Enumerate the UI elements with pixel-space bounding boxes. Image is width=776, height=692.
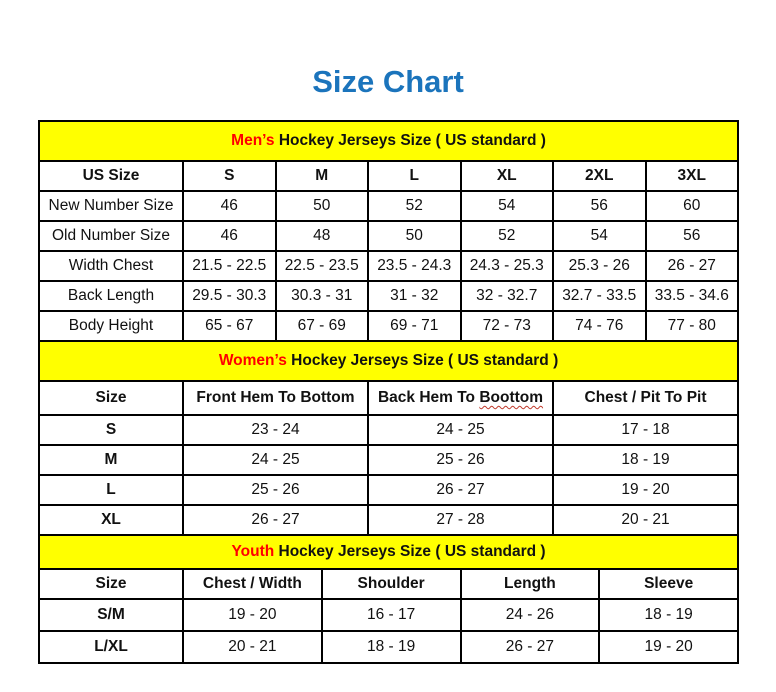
back-hem-label-part: Back Hem To — [377, 389, 480, 406]
value-cell: 16 - 17 — [322, 599, 461, 631]
row-label: Body Height — [39, 311, 183, 341]
value-cell: 60 — [646, 191, 739, 221]
table-row — [39, 505, 738, 535]
value-cell: 77 - 80 — [646, 311, 739, 341]
youth-col-header-sleeve: Sleeve — [599, 569, 738, 599]
value-cell: 26 - 27 — [461, 631, 600, 663]
value-cell: 26 - 27 — [183, 505, 368, 535]
mens-section-header-row — [39, 121, 738, 161]
value-cell: 46 — [183, 221, 276, 251]
value-cell: 24 - 25 — [183, 445, 368, 475]
value-cell: 19 - 20 — [553, 475, 738, 505]
value-cell: 21.5 - 22.5 — [183, 251, 276, 281]
value-cell: 29.5 - 30.3 — [183, 281, 276, 311]
value-cell: 32.7 - 33.5 — [553, 281, 646, 311]
value-cell: 19 - 20 — [183, 599, 322, 631]
value-cell: 18 - 19 — [553, 445, 738, 475]
table-row — [39, 191, 738, 221]
value-cell: 31 - 32 — [368, 281, 461, 311]
mens-size-table — [38, 120, 739, 342]
value-cell: 18 - 19 — [322, 631, 461, 663]
mens-col-header-3xl: 3XL — [646, 161, 739, 191]
youth-section-header — [39, 535, 738, 569]
womens-accent-label: Women’s — [218, 352, 287, 369]
value-cell: 30.3 - 31 — [276, 281, 369, 311]
value-cell: 65 - 67 — [183, 311, 276, 341]
mens-accent-label: Men’s — [231, 132, 275, 149]
mens-band-text: Hockey Jerseys Size ( US standard ) — [274, 132, 546, 149]
row-label: L/XL — [39, 631, 183, 663]
table-row — [39, 599, 738, 631]
mens-col-header-us-size: US Size — [39, 161, 183, 191]
mens-col-header-m: M — [276, 161, 369, 191]
table-row — [39, 445, 738, 475]
mens-col-header-2xl: 2XL — [553, 161, 646, 191]
womens-col-header-front-hem: Front Hem To Bottom — [183, 381, 368, 415]
youth-band-text: Hockey Jerseys Size ( US standard ) — [274, 543, 546, 560]
value-cell: 54 — [461, 191, 554, 221]
value-cell: 67 - 69 — [276, 311, 369, 341]
value-cell: 20 - 21 — [183, 631, 322, 663]
table-row — [39, 281, 738, 311]
value-cell: 23 - 24 — [183, 415, 368, 445]
value-cell: 54 — [553, 221, 646, 251]
youth-section-header-row — [39, 535, 738, 569]
table-row — [39, 221, 738, 251]
value-cell: 17 - 18 — [553, 415, 738, 445]
mens-section-header — [39, 121, 738, 161]
row-label: S/M — [39, 599, 183, 631]
table-row — [39, 251, 738, 281]
mens-col-header-l: L — [368, 161, 461, 191]
row-label: Width Chest — [39, 251, 183, 281]
value-cell: 69 - 71 — [368, 311, 461, 341]
womens-column-header-row — [39, 381, 738, 415]
value-cell: 52 — [461, 221, 554, 251]
row-label: New Number Size — [39, 191, 183, 221]
table-row — [39, 311, 738, 341]
youth-col-header-shoulder: Shoulder — [322, 569, 461, 599]
value-cell: 50 — [368, 221, 461, 251]
value-cell: 20 - 21 — [553, 505, 738, 535]
value-cell: 48 — [276, 221, 369, 251]
mens-col-header-s: S — [183, 161, 276, 191]
womens-col-header-size: Size — [39, 381, 183, 415]
misspelled-word: Boottom — [479, 389, 544, 406]
value-cell: 56 — [646, 221, 739, 251]
youth-column-header-row — [39, 569, 738, 599]
value-cell: 23.5 - 24.3 — [368, 251, 461, 281]
value-cell: 19 - 20 — [599, 631, 738, 663]
page-title: Size Chart — [312, 64, 464, 99]
row-label: Old Number Size — [39, 221, 183, 251]
row-label: M — [39, 445, 183, 475]
youth-col-header-size: Size — [39, 569, 183, 599]
value-cell: 25.3 - 26 — [553, 251, 646, 281]
womens-col-header-back-hem — [368, 381, 553, 415]
table-row — [39, 475, 738, 505]
youth-accent-label: Youth — [231, 543, 275, 560]
mens-col-header-xl: XL — [461, 161, 554, 191]
value-cell: 32 - 32.7 — [461, 281, 554, 311]
size-chart-tables — [38, 120, 737, 664]
value-cell: 22.5 - 23.5 — [276, 251, 369, 281]
womens-section-header-row — [39, 341, 738, 381]
womens-col-header-chest: Chest / Pit To Pit — [553, 381, 738, 415]
table-row — [39, 415, 738, 445]
womens-section-header — [39, 341, 738, 381]
value-cell: 56 — [553, 191, 646, 221]
row-label: Back Length — [39, 281, 183, 311]
value-cell: 24 - 26 — [461, 599, 600, 631]
youth-col-header-chest-width: Chest / Width — [183, 569, 322, 599]
value-cell: 50 — [276, 191, 369, 221]
youth-col-header-length: Length — [461, 569, 600, 599]
value-cell: 26 - 27 — [646, 251, 739, 281]
value-cell: 46 — [183, 191, 276, 221]
mens-column-header-row — [39, 161, 738, 191]
value-cell: 24 - 25 — [368, 415, 553, 445]
value-cell: 24.3 - 25.3 — [461, 251, 554, 281]
value-cell: 27 - 28 — [368, 505, 553, 535]
table-row — [39, 631, 738, 663]
value-cell: 26 - 27 — [368, 475, 553, 505]
value-cell: 52 — [368, 191, 461, 221]
row-label: XL — [39, 505, 183, 535]
row-label: S — [39, 415, 183, 445]
youth-size-table — [38, 534, 739, 664]
womens-band-text: Hockey Jerseys Size ( US standard ) — [286, 352, 559, 369]
value-cell: 25 - 26 — [368, 445, 553, 475]
womens-size-table — [38, 340, 739, 536]
row-label: L — [39, 475, 183, 505]
value-cell: 18 - 19 — [599, 599, 738, 631]
value-cell: 74 - 76 — [553, 311, 646, 341]
value-cell: 72 - 73 — [461, 311, 554, 341]
value-cell: 33.5 - 34.6 — [646, 281, 739, 311]
value-cell: 25 - 26 — [183, 475, 368, 505]
